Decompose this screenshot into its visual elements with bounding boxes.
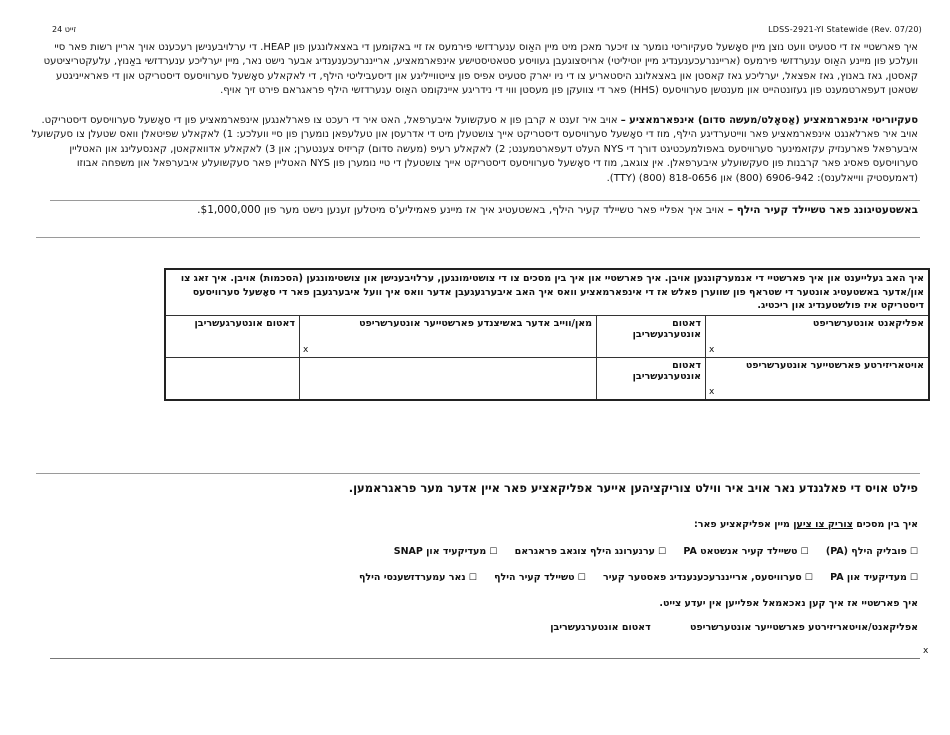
option-child-care-assistance[interactable]: ☐טשיילד קעיר הילף [494,572,586,583]
divider [36,237,920,238]
signature-x-mark: x [709,386,715,397]
withdraw-options-row-1 [380,546,918,557]
option-medicaid-pa[interactable]: ☐מעדיקעיד און PA [830,572,918,583]
option-public-assistance[interactable]: ☐פובליק הילף (PA) [825,546,918,557]
child-care-certification [197,204,918,216]
authorized-rep-date-field[interactable] [597,357,706,400]
checkbox-icon[interactable]: ☐ [804,573,813,583]
authorized-rep-signature-label: אויטאריזירטע פארשטייער אונטערשריפט [745,359,924,371]
withdraw-signature-x-mark: x [923,646,929,656]
withdraw-section-title: פילט אויס די פאלגנדע נאר אויב איר ווילט צוריקציהען אייער אפליקאציע פאר איין אדער מער פראגראמען. [348,481,918,495]
child-care-text: אויב איך אפליי פאר טשיילד קעיר הילף, באשטעטיג איך אז מיינע פאמיליע'ס מיטלען זענען נישט מער פון $1,000,000. [197,204,725,216]
applicant-date-field[interactable] [597,315,706,357]
applicant-signature-field[interactable] [706,315,930,357]
withdraw-signature-label: אפליקאנט/אויטאריזירטע פארשטייער אונטערשריפט [689,622,918,633]
sexual-assault-info-paragraph [28,114,918,186]
checkbox-icon[interactable]: ☐ [468,573,477,583]
checkbox-icon[interactable]: ☐ [800,547,809,557]
option-child-care-instead-pa[interactable]: ☐טשיילד קעיר אנשטאט PA [683,546,809,557]
withdraw-date-label: דאטום אונטערגעשריבן [550,622,651,633]
form-id: LDSS-2921-YI Statewide (Rev. 07/20) [768,25,922,34]
empty-cell [300,357,597,400]
authorized-rep-signature-field[interactable] [706,357,930,400]
agree-prefix: איך בין מסכים [856,519,918,530]
applicant-signature-label: אפליקאנט אונטערשריפט [812,317,924,329]
signature-x-mark: x [303,344,309,355]
empty-cell [165,357,300,400]
applicant-date-label: דאטום אונטערגעשריבן [632,317,701,340]
withdraw-signature-labels [550,622,918,633]
spouse-signature-field[interactable] [300,315,597,357]
checkbox-icon[interactable]: ☐ [909,547,918,557]
agree-underlined: צוריק צו ציען [793,519,853,530]
reapply-notice: איך פארשטיי אז איך קען נאכאמאל אפלייען אין יעדע צייט. [659,598,918,609]
checkbox-icon[interactable]: ☐ [489,547,498,557]
checkbox-icon[interactable]: ☐ [658,547,667,557]
sexual-assault-text: אויב איר זענט א קרבן פון א סעקשועל איבערפאל, האט איר די רעכט צו פארלאנגען אינפארמאציע פון די סאָשעל סערוויסעס דיסטריקט. אויב איר פארלאנגט אינפארמאציע פאר ווייטערדיגע הילף, מוז די סאָשעל סערוויסעס דיסטריקט אייך צושטעלן מיט די אדרעסן און טעלעפאן נומערן פון סיי וועלכע: 1) לאקאלע שפיטאלן וואס שטעלן צו סעקשועל איבערפאל פארענזיק עקזאמינער סערוויסעס באפולמעכטיגט דורך די NYS העלט דעפארטמענט; 2) לאקאלע רעיפ (מעשה סדום) קריזיס צענטערן; און 3) לאקאלע אדוואקאטן, קאנסעלינג און האטליין סערוויסעס פאסיג פאר קרבנות פון סעקשועלע איבערפאלן. אין צוגאב, מוז די סאָשעל סערוויסעס דיסטריקט אייך צושטעלן די טיי נומערן פון NYS האטליין פאר סעקשועלע איבערפאל און משפחה אבוזו (דאמעסטיק ווייאלענס): 6906-942 (800) און 818-0656 (800) (TTY). [31,115,918,184]
spouse-signature-label: מאן/ווייב אדער באשיצנדע פארשטייער אונטערשריפט [359,317,592,329]
signature-x-mark: x [709,344,715,355]
checkbox-icon[interactable]: ☐ [577,573,586,583]
sexual-assault-heading: סעקיוריטי אינפארמאציע (אַסאָלט/מעשה סדום) אינפארמאציע – [620,115,918,126]
divider [36,473,920,474]
withdraw-agree-line [694,519,918,530]
spouse-date-label: דאטום אונטערגעשריבן [194,317,295,329]
checkbox-icon[interactable]: ☐ [909,573,918,583]
child-care-heading: באשטעטיגונג פאר טשיילד קעיר הילף – [727,204,918,216]
withdraw-signature-line[interactable] [50,658,920,659]
divider [50,200,920,201]
heap-consent-paragraph: איך פארשטיי אז די סטעיט וועט נוצן מיין סאָשעל סעקיוריטי נומער צו זיכער מאכן מיט מיין האַוס ענערדזשי פירמעס אז זיי באקומען די באצאלונגען פון HEAP. די ערלויבענישן רעכענט אויך אריין רשות פאר סיי וועלכע פון מיינע האַוס ענערדזשי פירמעס (ארייננרעכענענדיג מיין יוטיליטי) ארויסצוגעבן געוויסע סטאטיסטישע אינפארמאציע, ארייננרעכענענדיג אבער נישט נאר, מיין יערליכע ענערדזשי באַנוץ, עלעקטריציטעט קאסטן, גאז באנוץ, גאז אפצאל, יערליכע גאז קאסטן און באצאלונג היסטאריע צו די ניו יארק סטעיט אפיס פון צייטווייליגע און דיסעביליטי הילף, די לאקאלע סאָשעל סערוויסעס דיסטריקט און די פאראייניגטע שטאטן דעפארטמענט פון געזונטהייט און מענטשן סערוויסעס (HHS) פאר די צוועקן פון מעסטן וווי די נידריגע איינקומט האַוס ענערדזשי הילף פראגראם פירט זיך אויף. [43,42,918,97]
withdraw-options-row-2 [345,572,918,583]
page-number: זייט 24 [52,25,77,34]
authorized-rep-date-label: דאטום אונטערגעשריבן [632,359,701,382]
option-medicaid-snap[interactable]: ☐מעדיקעיד און SNAP [393,546,498,557]
spouse-date-field[interactable] [165,315,300,357]
agree-suffix: מיין אפליקאציע פאר: [693,519,790,530]
signature-table [164,268,930,401]
signature-statement: איך האב געלייענט און איך פארשטיי די אנמערקונגען אויבן. איך פארשטיי און איך בין מסכים צו די צושטימונגען, ערלויבענישן און צושטימונגען (הסכמות) אויבן. איך זאג צו און/אדער באשטעטיג אונטער די שטראף פון שווערן פאלש אז די אינפארמאציע וואס איך האב איבערגעגעבן אדער וואס איך וועל איבערגעבן פאר די סאָשעל סערוויסעס דיסטריקט איז פולשטענדיג און ריכטיג. [165,269,929,315]
option-snap[interactable]: ☐ערנערונג הילף צוגאב פראגראם [514,546,667,557]
option-emergency-assistance[interactable]: ☐נאר עמערדזשענסי הילף [358,572,477,583]
option-services-foster-care[interactable]: ☐סערוויסעס, ארייננרעכענענדיג פאסטער קעיר [603,572,813,583]
